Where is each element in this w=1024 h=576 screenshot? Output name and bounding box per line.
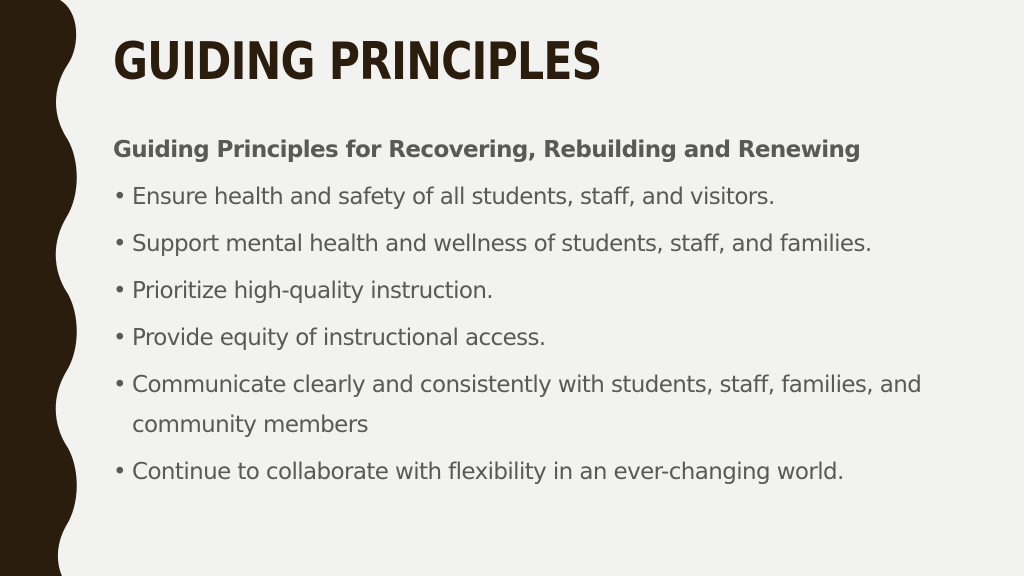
bullet-item: [113, 177, 963, 217]
slide-content: [113, 130, 963, 492]
bullet-item: [113, 224, 963, 264]
bullet-dot: •: [113, 459, 126, 485]
bullet-text: Ensure health and safety of all students, staff, and visitors.: [132, 184, 775, 210]
slide-title: GUIDING PRINCIPLES: [113, 32, 602, 92]
bullet-list: [113, 177, 963, 492]
wavy-left-band: [0, 0, 80, 576]
bullet-dot: •: [113, 231, 126, 257]
bullet-item: [113, 271, 963, 311]
right-accent-bar: [1000, 0, 1024, 576]
slide-subtitle: Guiding Principles for Recovering, Rebuilding and Renewing: [113, 137, 861, 163]
bullet-item: [113, 318, 963, 358]
wavy-band-shape: [0, 0, 77, 576]
bullet-dot: •: [113, 184, 126, 210]
bullet-text: Provide equity of instructional access.: [132, 325, 546, 351]
bullet-text: Continue to collaborate with flexibility in an ever-changing world.: [132, 459, 844, 485]
bullet-dot: •: [113, 278, 126, 304]
bullet-text: Support mental health and wellness of students, staff, and families.: [132, 231, 872, 257]
bullet-dot: •: [113, 372, 126, 398]
bullet-item: [113, 365, 963, 445]
bullet-dot: •: [113, 325, 126, 351]
bullet-text: Prioritize high-quality instruction.: [132, 278, 494, 304]
bullet-item: [113, 452, 963, 492]
bullet-text: Communicate clearly and consistently with students, staff, families, and community members: [132, 372, 922, 438]
